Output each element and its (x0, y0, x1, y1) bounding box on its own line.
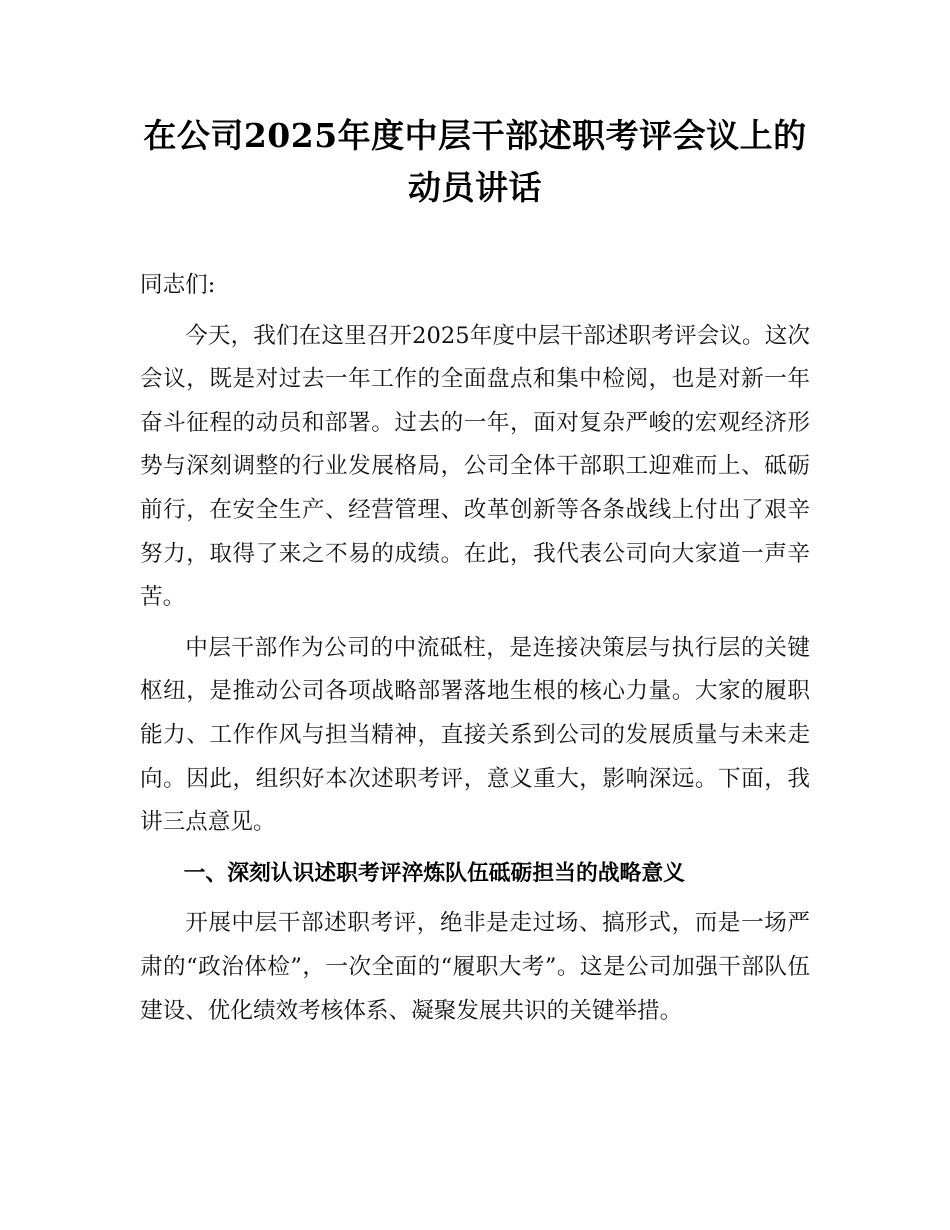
title-line-1: 在公司2025年度中层干部述职考评会议上的 (143, 116, 807, 155)
section-1-paragraph: 开展中层干部述职考评，绝非是走过场、搞形式，而是一场严肃的“政治体检”，一次全面的“履职大考”。这是公司加强干部队伍建设、优化绩效考核体系、凝聚发展共识的关键举措。 (140, 910, 810, 1024)
paragraph-importance: 中层干部作为公司的中流砥柱，是连接决策层与执行层的关键枢纽，是推动公司各项战略部署落地生根的核心力量。大家的履职能力、工作作风与担当精神，直接关系到公司的发展质量与未来走向。因此，组织好本次述职考评，意义重大，影响深远。下面，我讲三点意见。 (140, 634, 810, 836)
paragraph-opening: 今天，我们在这里召开2025年度中层干部述职考评会议。这次会议，既是对过去一年工作的全面盘点和集中检阅，也是对新一年奋斗征程的动员和部署。过去的一年，面对复杂严峻的宏观经济形势与深刻调整的行业发展格局，公司全体干部职工迎难而上、砥砺前行，在安全生产、经营管理、改革创新等各条战线上付出了艰辛努力，取得了来之不易的成绩。在此，我代表公司向大家道一声辛苦。 (140, 322, 810, 611)
document-title (120, 110, 830, 214)
section-heading-1: 一、深刻认识述职考评淬炼队伍砥砺担当的战略意义 (183, 860, 685, 886)
salutation: 同志们: (140, 272, 216, 298)
document-body (140, 264, 810, 1040)
title-line-2: 动员讲话 (408, 168, 542, 207)
